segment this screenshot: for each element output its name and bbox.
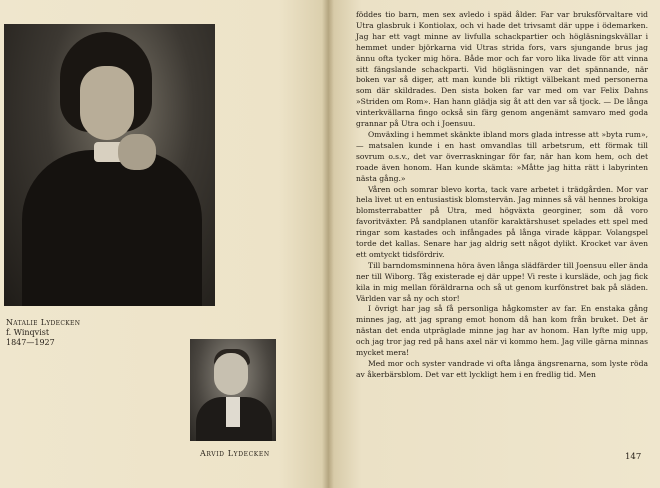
paragraph: I övrigt har jag så få personliga hågkomster av far. En enstaka gång minnes jag, att jag sprang emot honom då han kom från bruket. Det är nästan det enda utpräglade minne jag har av honom. Han lyfte mig upp, och jag tror jag red på hans axel när vi kommo hem. Jag ville gärna minnas mycket mera! xyxy=(356,304,648,358)
caption-natalie-name: Natalie Lydecken xyxy=(6,318,81,327)
caption-natalie xyxy=(6,318,166,348)
left-page xyxy=(0,0,328,488)
paragraph: föddes tio barn, men sex avledo i späd ålder. Far var bruksförvaltare vid Utra glasbruk i Kontiolax, och vi hade det trivsamt där uppe i ödemarken. Jag har ett vagt minne av livfulla schackpartier och högläsningskvällar i hemmet under björkarna vid Utras strida fors, vars sjungande brus jag ännu ofta tycker mig höra. Både mor och far voro lika livade för att vinna sitt fängslande schackparti. Vid högläsningen var det spännande, när boken var så diger, att man kunde bli riktigt välbekant med personerna som där skildrades. Den sista boken far var med om var Felix Dahns »Striden om Rom». Han hann glädja sig åt att den var så tjock. — De långa vinterkvällarna fingo också sin färg genom angenämt samvaro med goda grannar på Utra och i Joensuu. xyxy=(356,10,648,129)
caption-natalie-years: 1847—1927 xyxy=(6,338,55,347)
portrait-natalie-photo xyxy=(4,24,215,306)
book-gutter xyxy=(322,0,334,488)
paragraph: Till barndomsminnena höra även långa slädfärder till Joensuu eller ända ner till Wiborg. Tåg existerade ej där uppe! Vi reste i kurslädе, och jag fick kila in mig mellan föräldrarna och så ut genom kurfönstret bak på släden. Världen var så ny och stor! xyxy=(356,260,648,303)
caption-natalie-birth-name: f. Winqvist xyxy=(6,328,50,337)
caption-arvid: Arvid Lydecken xyxy=(200,449,270,458)
paragraph: Våren och somrar blevo korta, tack vare arbetet i trädgården. Mor var hela livet ut en entusiastisk blomstervän. Jag minnes så väl hennes brokiga blomsterrabatter på Utra, med högväxta georginer, som då voro favoritväxter. På sandplanen utanför karaktärshuset spelades ett spel med ringar som kastades och infångades på långa virade käppar. Volangspel torde det kallas. Senare har jag aldrig sett något dylikt. Krocket var även ett omtyckt tidsfördriv. xyxy=(356,184,648,259)
body-text xyxy=(356,10,648,381)
portrait-arvid-photo xyxy=(190,339,276,441)
paragraph: Omväxling i hemmet skänkte ibland mors glada intresse att »byta rum», — matsalen kunde i en hast omvandlas till arbetsrum, ett förmak till sovrum o.s.v., det var överraskningar för far, när han kom hem, och det roade även honom. Han kunde skämta: »Måtte jag hitta rätt i labyrinten nästa gång.» xyxy=(356,129,648,183)
paragraph: Med mor och syster vandrade vi ofta långa ängsrenarna, som lyste röda av åkerbärsblom. Det var ett lyckligt hem i en fredlig tid. Men xyxy=(356,359,648,379)
page-number: 147 xyxy=(625,452,642,462)
